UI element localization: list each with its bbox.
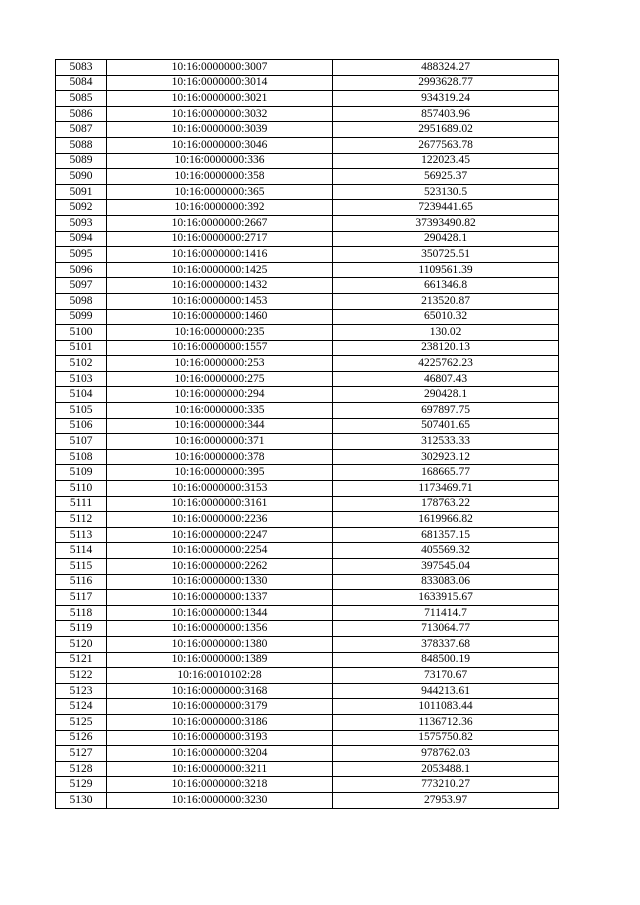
- value-cell: 1619966.82: [333, 512, 559, 528]
- value-cell: 4225762.23: [333, 356, 559, 372]
- value-cell: 168665.77: [333, 465, 559, 481]
- table-row: [56, 481, 559, 497]
- cadastral-number-cell: 10:16:0000000:3007: [107, 60, 333, 76]
- table-row: [56, 730, 559, 746]
- table-row: [56, 293, 559, 309]
- value-cell: 2951689.02: [333, 122, 559, 138]
- table-row: [56, 652, 559, 668]
- table-row: [56, 356, 559, 372]
- cadastral-number-cell: 10:16:0000000:395: [107, 465, 333, 481]
- cadastral-number-cell: 10:16:0000000:3046: [107, 137, 333, 153]
- cadastral-number-cell: 10:16:0000000:3161: [107, 496, 333, 512]
- table-row: [56, 699, 559, 715]
- cadastral-number-cell: 10:16:0000000:2667: [107, 215, 333, 231]
- row-number-cell: 5127: [56, 746, 107, 762]
- value-cell: 7239441.65: [333, 200, 559, 216]
- value-cell: 711414.7: [333, 605, 559, 621]
- value-cell: 238120.13: [333, 340, 559, 356]
- row-number-cell: 5129: [56, 777, 107, 793]
- table-row: [56, 512, 559, 528]
- cadastral-number-cell: 10:16:0010102:28: [107, 668, 333, 684]
- cadastral-number-cell: 10:16:0000000:3186: [107, 714, 333, 730]
- row-number-cell: 5108: [56, 449, 107, 465]
- row-number-cell: 5095: [56, 247, 107, 263]
- value-cell: 1136712.36: [333, 714, 559, 730]
- value-cell: 73170.67: [333, 668, 559, 684]
- row-number-cell: 5105: [56, 403, 107, 419]
- table-row: [56, 325, 559, 341]
- row-number-cell: 5101: [56, 340, 107, 356]
- table-row: [56, 527, 559, 543]
- table-row: [56, 153, 559, 169]
- table-row: [56, 418, 559, 434]
- cadastral-number-cell: 10:16:0000000:294: [107, 387, 333, 403]
- value-cell: 46807.43: [333, 371, 559, 387]
- cadastral-number-cell: 10:16:0000000:1460: [107, 309, 333, 325]
- value-cell: 773210.27: [333, 777, 559, 793]
- cadastral-number-cell: 10:16:0000000:3230: [107, 792, 333, 808]
- cadastral-number-cell: 10:16:0000000:2717: [107, 231, 333, 247]
- cadastral-number-cell: 10:16:0000000:1389: [107, 652, 333, 668]
- value-cell: 350725.51: [333, 247, 559, 263]
- cadastral-number-cell: 10:16:0000000:358: [107, 169, 333, 185]
- table-row: [56, 449, 559, 465]
- cadastral-number-cell: 10:16:0000000:3218: [107, 777, 333, 793]
- table-row: [56, 559, 559, 575]
- table-row: [56, 465, 559, 481]
- cadastral-number-cell: 10:16:0000000:3168: [107, 683, 333, 699]
- cadastral-number-cell: 10:16:0000000:1453: [107, 293, 333, 309]
- table-row: [56, 434, 559, 450]
- cadastral-number-cell: 10:16:0000000:3193: [107, 730, 333, 746]
- table-row: [56, 636, 559, 652]
- cadastral-number-cell: 10:16:0000000:3039: [107, 122, 333, 138]
- cadastral-number-cell: 10:16:0000000:365: [107, 184, 333, 200]
- cadastral-number-cell: 10:16:0000000:1416: [107, 247, 333, 263]
- cadastral-number-cell: 10:16:0000000:1344: [107, 605, 333, 621]
- row-number-cell: 5084: [56, 75, 107, 91]
- row-number-cell: 5125: [56, 714, 107, 730]
- table-row: [56, 605, 559, 621]
- cadastral-number-cell: 10:16:0000000:253: [107, 356, 333, 372]
- value-cell: 713064.77: [333, 621, 559, 637]
- row-number-cell: 5116: [56, 574, 107, 590]
- value-cell: 27953.97: [333, 792, 559, 808]
- value-cell: 934319.24: [333, 91, 559, 107]
- table-row: [56, 777, 559, 793]
- table-row: [56, 106, 559, 122]
- row-number-cell: 5088: [56, 137, 107, 153]
- cadastral-number-cell: 10:16:0000000:3032: [107, 106, 333, 122]
- value-cell: 507401.65: [333, 418, 559, 434]
- cadastral-number-cell: 10:16:0000000:3021: [107, 91, 333, 107]
- table-row: [56, 184, 559, 200]
- row-number-cell: 5106: [56, 418, 107, 434]
- cadastral-number-cell: 10:16:0000000:1337: [107, 590, 333, 606]
- row-number-cell: 5123: [56, 683, 107, 699]
- row-number-cell: 5118: [56, 605, 107, 621]
- cadastral-number-cell: 10:16:0000000:3211: [107, 761, 333, 777]
- row-number-cell: 5083: [56, 60, 107, 76]
- value-cell: 1575750.82: [333, 730, 559, 746]
- cadastral-number-cell: 10:16:0000000:235: [107, 325, 333, 341]
- row-number-cell: 5119: [56, 621, 107, 637]
- row-number-cell: 5113: [56, 527, 107, 543]
- value-cell: 56925.37: [333, 169, 559, 185]
- row-number-cell: 5122: [56, 668, 107, 684]
- table-row: [56, 371, 559, 387]
- table-row: [56, 340, 559, 356]
- value-cell: 857403.96: [333, 106, 559, 122]
- table-row: [56, 247, 559, 263]
- cadastral-number-cell: 10:16:0000000:2247: [107, 527, 333, 543]
- table-row: [56, 746, 559, 762]
- row-number-cell: 5089: [56, 153, 107, 169]
- row-number-cell: 5117: [56, 590, 107, 606]
- value-cell: 697897.75: [333, 403, 559, 419]
- table-row: [56, 792, 559, 808]
- row-number-cell: 5115: [56, 559, 107, 575]
- row-number-cell: 5092: [56, 200, 107, 216]
- value-cell: 848500.19: [333, 652, 559, 668]
- table-row: [56, 169, 559, 185]
- cadastral-number-cell: 10:16:0000000:3014: [107, 75, 333, 91]
- value-cell: 37393490.82: [333, 215, 559, 231]
- value-cell: 1109561.39: [333, 262, 559, 278]
- row-number-cell: 5120: [56, 636, 107, 652]
- value-cell: 661346.8: [333, 278, 559, 294]
- cadastral-number-cell: 10:16:0000000:336: [107, 153, 333, 169]
- value-cell: 488324.27: [333, 60, 559, 76]
- table-row: [56, 403, 559, 419]
- row-number-cell: 5128: [56, 761, 107, 777]
- cadastral-number-cell: 10:16:0000000:392: [107, 200, 333, 216]
- table-row: [56, 122, 559, 138]
- table-row: [56, 60, 559, 76]
- table-row: [56, 543, 559, 559]
- row-number-cell: 5087: [56, 122, 107, 138]
- value-cell: 2053488.1: [333, 761, 559, 777]
- row-number-cell: 5085: [56, 91, 107, 107]
- value-cell: 290428.1: [333, 231, 559, 247]
- row-number-cell: 5099: [56, 309, 107, 325]
- cadastral-number-cell: 10:16:0000000:2262: [107, 559, 333, 575]
- cadastral-number-cell: 10:16:0000000:275: [107, 371, 333, 387]
- cadastral-number-cell: 10:16:0000000:1380: [107, 636, 333, 652]
- table-row: [56, 309, 559, 325]
- value-cell: 213520.87: [333, 293, 559, 309]
- cadastral-value-table: [55, 59, 559, 809]
- row-number-cell: 5100: [56, 325, 107, 341]
- row-number-cell: 5098: [56, 293, 107, 309]
- value-cell: 978762.03: [333, 746, 559, 762]
- cadastral-number-cell: 10:16:0000000:3204: [107, 746, 333, 762]
- value-cell: 290428.1: [333, 387, 559, 403]
- value-cell: 523130.5: [333, 184, 559, 200]
- value-cell: 65010.32: [333, 309, 559, 325]
- row-number-cell: 5110: [56, 481, 107, 497]
- row-number-cell: 5097: [56, 278, 107, 294]
- row-number-cell: 5130: [56, 792, 107, 808]
- row-number-cell: 5093: [56, 215, 107, 231]
- value-cell: 2993628.77: [333, 75, 559, 91]
- cadastral-number-cell: 10:16:0000000:1425: [107, 262, 333, 278]
- value-cell: 1011083.44: [333, 699, 559, 715]
- table-row: [56, 215, 559, 231]
- row-number-cell: 5104: [56, 387, 107, 403]
- row-number-cell: 5107: [56, 434, 107, 450]
- table-row: [56, 91, 559, 107]
- value-cell: 405569.32: [333, 543, 559, 559]
- value-cell: 681357.15: [333, 527, 559, 543]
- table-row: [56, 714, 559, 730]
- value-cell: 378337.68: [333, 636, 559, 652]
- table-body: [56, 60, 559, 809]
- table-row: [56, 683, 559, 699]
- cadastral-number-cell: 10:16:0000000:1432: [107, 278, 333, 294]
- value-cell: 312533.33: [333, 434, 559, 450]
- value-cell: 944213.61: [333, 683, 559, 699]
- cadastral-number-cell: 10:16:0000000:2236: [107, 512, 333, 528]
- cadastral-number-cell: 10:16:0000000:2254: [107, 543, 333, 559]
- table-row: [56, 387, 559, 403]
- row-number-cell: 5094: [56, 231, 107, 247]
- table-row: [56, 262, 559, 278]
- table-row: [56, 621, 559, 637]
- value-cell: 1633915.67: [333, 590, 559, 606]
- table-row: [56, 278, 559, 294]
- cadastral-number-cell: 10:16:0000000:371: [107, 434, 333, 450]
- value-cell: 397545.04: [333, 559, 559, 575]
- row-number-cell: 5102: [56, 356, 107, 372]
- row-number-cell: 5124: [56, 699, 107, 715]
- row-number-cell: 5109: [56, 465, 107, 481]
- cadastral-number-cell: 10:16:0000000:344: [107, 418, 333, 434]
- value-cell: 1173469.71: [333, 481, 559, 497]
- cadastral-number-cell: 10:16:0000000:3179: [107, 699, 333, 715]
- row-number-cell: 5103: [56, 371, 107, 387]
- value-cell: 178763.22: [333, 496, 559, 512]
- table-row: [56, 200, 559, 216]
- table-row: [56, 574, 559, 590]
- value-cell: 130.02: [333, 325, 559, 341]
- table-row: [56, 590, 559, 606]
- value-cell: 302923.12: [333, 449, 559, 465]
- cadastral-number-cell: 10:16:0000000:1330: [107, 574, 333, 590]
- row-number-cell: 5112: [56, 512, 107, 528]
- row-number-cell: 5126: [56, 730, 107, 746]
- row-number-cell: 5086: [56, 106, 107, 122]
- row-number-cell: 5111: [56, 496, 107, 512]
- value-cell: 833083.06: [333, 574, 559, 590]
- row-number-cell: 5090: [56, 169, 107, 185]
- cadastral-number-cell: 10:16:0000000:3153: [107, 481, 333, 497]
- value-cell: 2677563.78: [333, 137, 559, 153]
- cadastral-number-cell: 10:16:0000000:335: [107, 403, 333, 419]
- value-cell: 122023.45: [333, 153, 559, 169]
- table-row: [56, 496, 559, 512]
- cadastral-number-cell: 10:16:0000000:1356: [107, 621, 333, 637]
- row-number-cell: 5121: [56, 652, 107, 668]
- cadastral-number-cell: 10:16:0000000:1557: [107, 340, 333, 356]
- row-number-cell: 5091: [56, 184, 107, 200]
- table-row: [56, 75, 559, 91]
- table-row: [56, 137, 559, 153]
- table-row: [56, 668, 559, 684]
- row-number-cell: 5096: [56, 262, 107, 278]
- cadastral-number-cell: 10:16:0000000:378: [107, 449, 333, 465]
- table-row: [56, 761, 559, 777]
- table-row: [56, 231, 559, 247]
- row-number-cell: 5114: [56, 543, 107, 559]
